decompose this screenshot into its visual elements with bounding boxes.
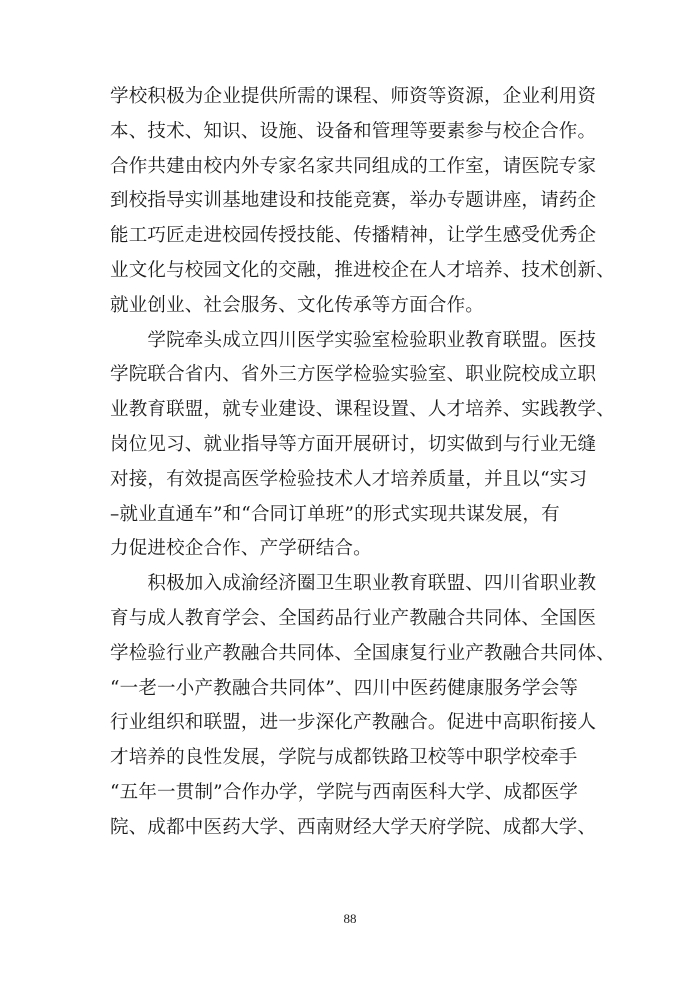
text-line: “五年一贯制”合作办学，学院与西南医科大学、成都医学	[110, 781, 579, 803]
text-line: 行业组织和联盟，进一步深化产教融合。促进中高职衔接人	[110, 712, 597, 734]
text-line: 岗位见习、就业指导等方面开展研讨，切实做到与行业无缝	[110, 433, 597, 455]
text-line: 学院牵头成立四川医学实验室检验职业教育联盟。医技	[110, 329, 597, 351]
text-line: 本、技术、知识、设施、设备和管理等要素参与校企合作。	[110, 120, 597, 142]
text-line: 学检验行业产教融合共同体、全国康复行业产教融合共同体、	[110, 642, 615, 664]
text-line: 到校指导实训基地建设和技能竞赛，举办专题讲座，请药企	[110, 190, 597, 212]
text-line: “一老一小产教融合共同体”、四川中医药健康服务学会等	[110, 677, 579, 699]
text-line: 对接，有效提高医学检验技术人才培养质量，并且以“实习	[110, 468, 588, 490]
text-line: 学校积极为企业提供所需的课程、师资等资源，企业利用资	[110, 86, 597, 107]
text-line: 合作共建由校内外专家名家共同组成的工作室，请医院专家	[110, 155, 597, 177]
text-line: 积极加入成渝经济圈卫生职业教育联盟、四川省职业教	[110, 573, 597, 595]
body-text	[110, 80, 615, 846]
text-line: 能工巧匠走进校园传授技能、传播精神，让学生感受优秀企	[110, 225, 597, 247]
text-line: 业教育联盟，就专业建设、课程设置、人才培养、实践教学、	[110, 399, 615, 421]
text-line: 才培养的良性发展，学院与成都铁路卫校等中职学校牵手	[110, 747, 578, 769]
text-line: 学院联合省内、省外三方医学检验实验室、职业院校成立职	[110, 364, 597, 386]
page-number: 88	[343, 911, 357, 926]
text-line: 院、成都中医药大学、西南财经大学天府学院、成都大学、	[110, 816, 597, 838]
text-line: 就业创业、社会服务、文化传承等方面合作。	[110, 294, 485, 316]
text-line: 业文化与校园文化的交融，推进校企在人才培养、技术创新、	[110, 259, 615, 281]
text-line: –就业直通车”和“合同订单班”的形式实现共谋发展，有	[110, 503, 560, 525]
text-line: 力促进校企合作、产学研结合。	[110, 538, 372, 560]
text-line: 育与成人教育学会、全国药品行业产教融合共同体、全国医	[110, 607, 597, 629]
